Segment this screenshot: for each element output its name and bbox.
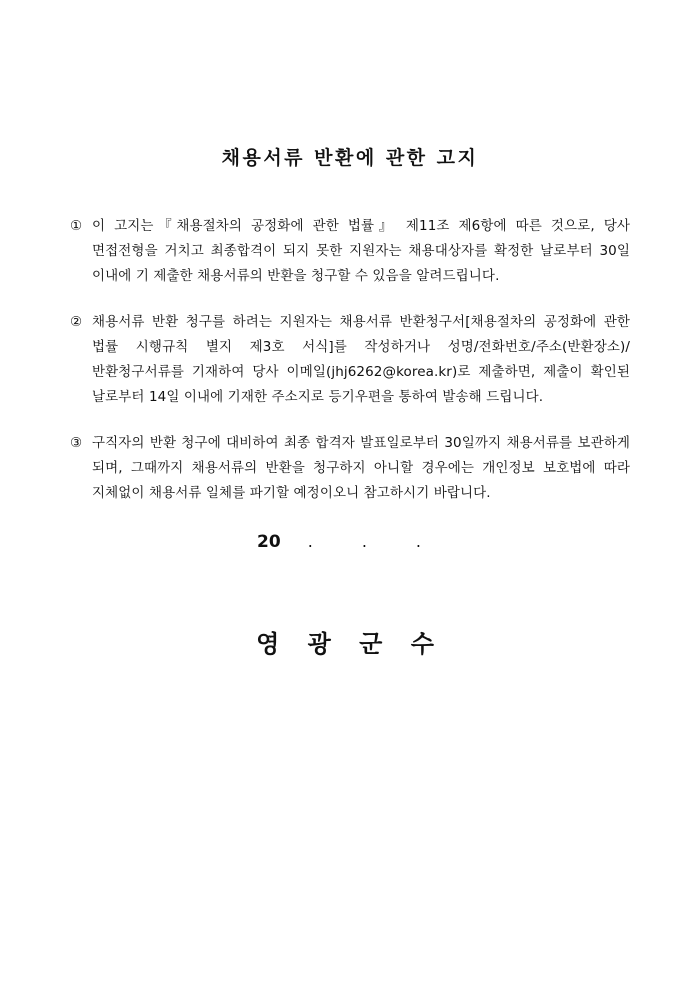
clause-marker: ① xyxy=(70,218,83,234)
clause-text: 채용서류 반환 청구를 하려는 지원자는 채용서류 반환청구서[채용절차의 공정화에 관한 법률 시행규칙 별지 제3호 서식]를 작성하거나 성명/전화번호/주소(반환장소)/반환청구서류를 기재하여 당사 이메일(jhj6262@korea.kr)로 제출하면, 제출이 확인된 날로부터 14일 이내에 기재한 주소지로 등기우편을 통하여 발송해 드립니다. xyxy=(92,313,630,405)
clause-text: 구직자의 반환 청구에 대비하여 최종 합격자 발표일로부터 30일까지 채용서류를 보관하게 되며, 그때까지 채용서류의 반환을 청구하지 아니할 경우에는 개인정보 보호법에 따라 지체없이 채용서류 일체를 파기할 예정이오니 참고하시기 바랍니다. xyxy=(92,434,630,501)
page-title: 채용서류 반환에 관한 고지 xyxy=(221,147,479,169)
clause-marker: ② xyxy=(70,313,83,330)
clause-marker: ③ xyxy=(70,434,83,451)
clause-item xyxy=(70,310,630,410)
date-separator-month: . xyxy=(307,531,314,551)
date-year: 20 xyxy=(257,531,281,552)
signature-authority: 영 광 군 수 xyxy=(256,629,444,658)
date-separator-day: . xyxy=(361,531,368,551)
date-separator-end: . xyxy=(415,531,423,551)
clause-text: 이 고지는『채용절차의 공정화에 관한 법률』 제11조 제6항에 따른 것으로, 당사 면접전형을 거치고 최종합격이 되지 못한 지원자는 채용대상자를 확정한 날로부터 30일 이내에 기 제출한 채용서류의 반환을 청구할 수 있음을 알려드립니다. xyxy=(92,218,630,284)
document-body xyxy=(70,170,630,659)
date-line xyxy=(70,532,630,552)
clause-item xyxy=(70,431,630,506)
clause-item xyxy=(70,214,630,289)
